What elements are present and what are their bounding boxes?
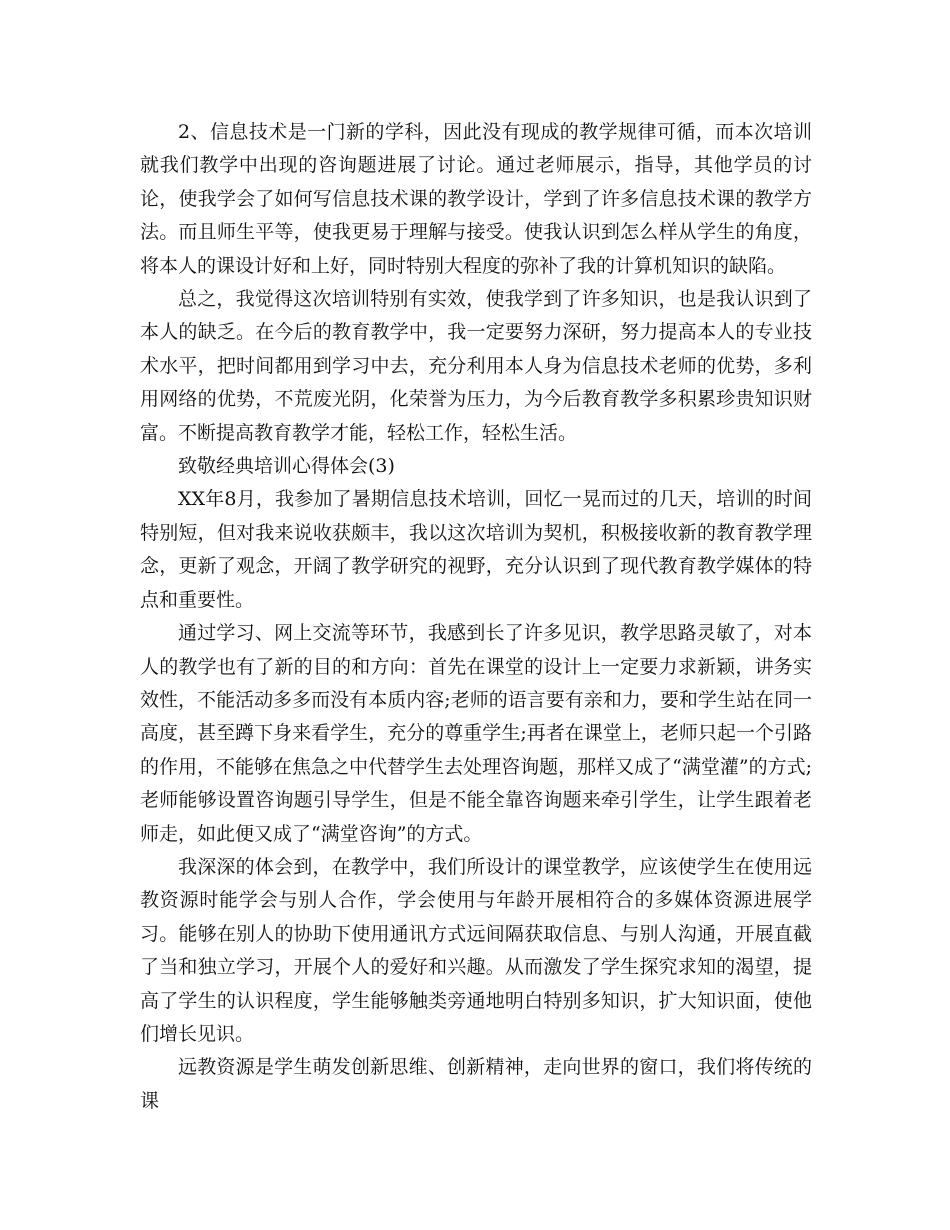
document-body: [140, 116, 812, 1118]
section-heading: 致敬经典培训心得体会(3): [178, 455, 395, 478]
paragraph-remote-resources: 我深深的体会到，在教学中，我们所设计的课堂教学，应该使学生在使用远教资源时能学会与别人合作，学会使用与年龄开展相符合的多媒体资源进展学习。能够在别人的协助下使用通讯方式远间隔获取信息、与别人沟通，开展直截了当和独立学习，开展个人的爱好和兴趣。从而激发了学生探究求知的渴望，提高了学生的认识程度，学生能够触类旁通地明白特别多知识，扩大知识面，使他们增长见识。: [140, 855, 812, 1045]
paragraph-classroom-design: 通过学习、网上交流等环节，我感到长了许多见识，教学思路灵敏了，对本人的教学也有了新的目的和方向：首先在课堂的设计上一定要力求新颖，讲务实效性，不能活动多多而没有本质内容;老师的语言要有亲和力，要和学生站在同一高度，甚至蹲下身来看学生，充分的尊重学生;再者在课堂上，老师只起一个引路的作用，不能够在焦急之中代替学生去处理咨询题，那样又成了“满堂灌”的方式;老师能够设置咨询题引导学生，但是不能全靠咨询题来牵引学生，让学生跟着老师走，如此便又成了“满堂咨询”的方式。: [140, 622, 812, 845]
paragraph-info-tech-discussion: 2、信息技术是一门新的学科，因此没有现成的教学规律可循，而本次培训就我们教学中出现的咨询题进展了讨论。通过老师展示，指导，其他学员的讨论，使我学会了如何写信息技术课的教学设计，学到了许多信息技术课的教学方法。而且师生平等，使我更易于理解与接受。使我认识到怎么样从学生的角度，将本人的课设计好和上好，同时特别大程度的弥补了我的计算机知识的缺陷。: [140, 121, 812, 277]
paragraph-summer-training: XX年8月，我参加了暑期信息技术培训，回忆一晃而过的几天，培训的时间特别短，但对我来说收获颇丰，我以这次培训为契机，积极接收新的教育教学理念，更新了观念，开阔了教学研究的视野，充分认识到了现代教育教学媒体的特点和重要性。: [140, 488, 812, 611]
paragraph-conclusion: 总之，我觉得这次培训特别有实效，使我学到了许多知识，也是我认识到了本人的缺乏。在今后的教育教学中，我一定要努力深研，努力提高本人的专业技术水平，把时间都用到学习中去，充分利用本人身为信息技术老师的优势，多利用网络的优势，不荒废光阴，化荣誉为压力，为今后教育教学多积累珍贵知识财富。不断提高教育教学才能，轻松工作，轻松生活。: [140, 288, 812, 444]
paragraph-window-to-world: 远教资源是学生萌发创新思维、创新精神，走向世界的窗口，我们将传统的课: [140, 1056, 812, 1112]
